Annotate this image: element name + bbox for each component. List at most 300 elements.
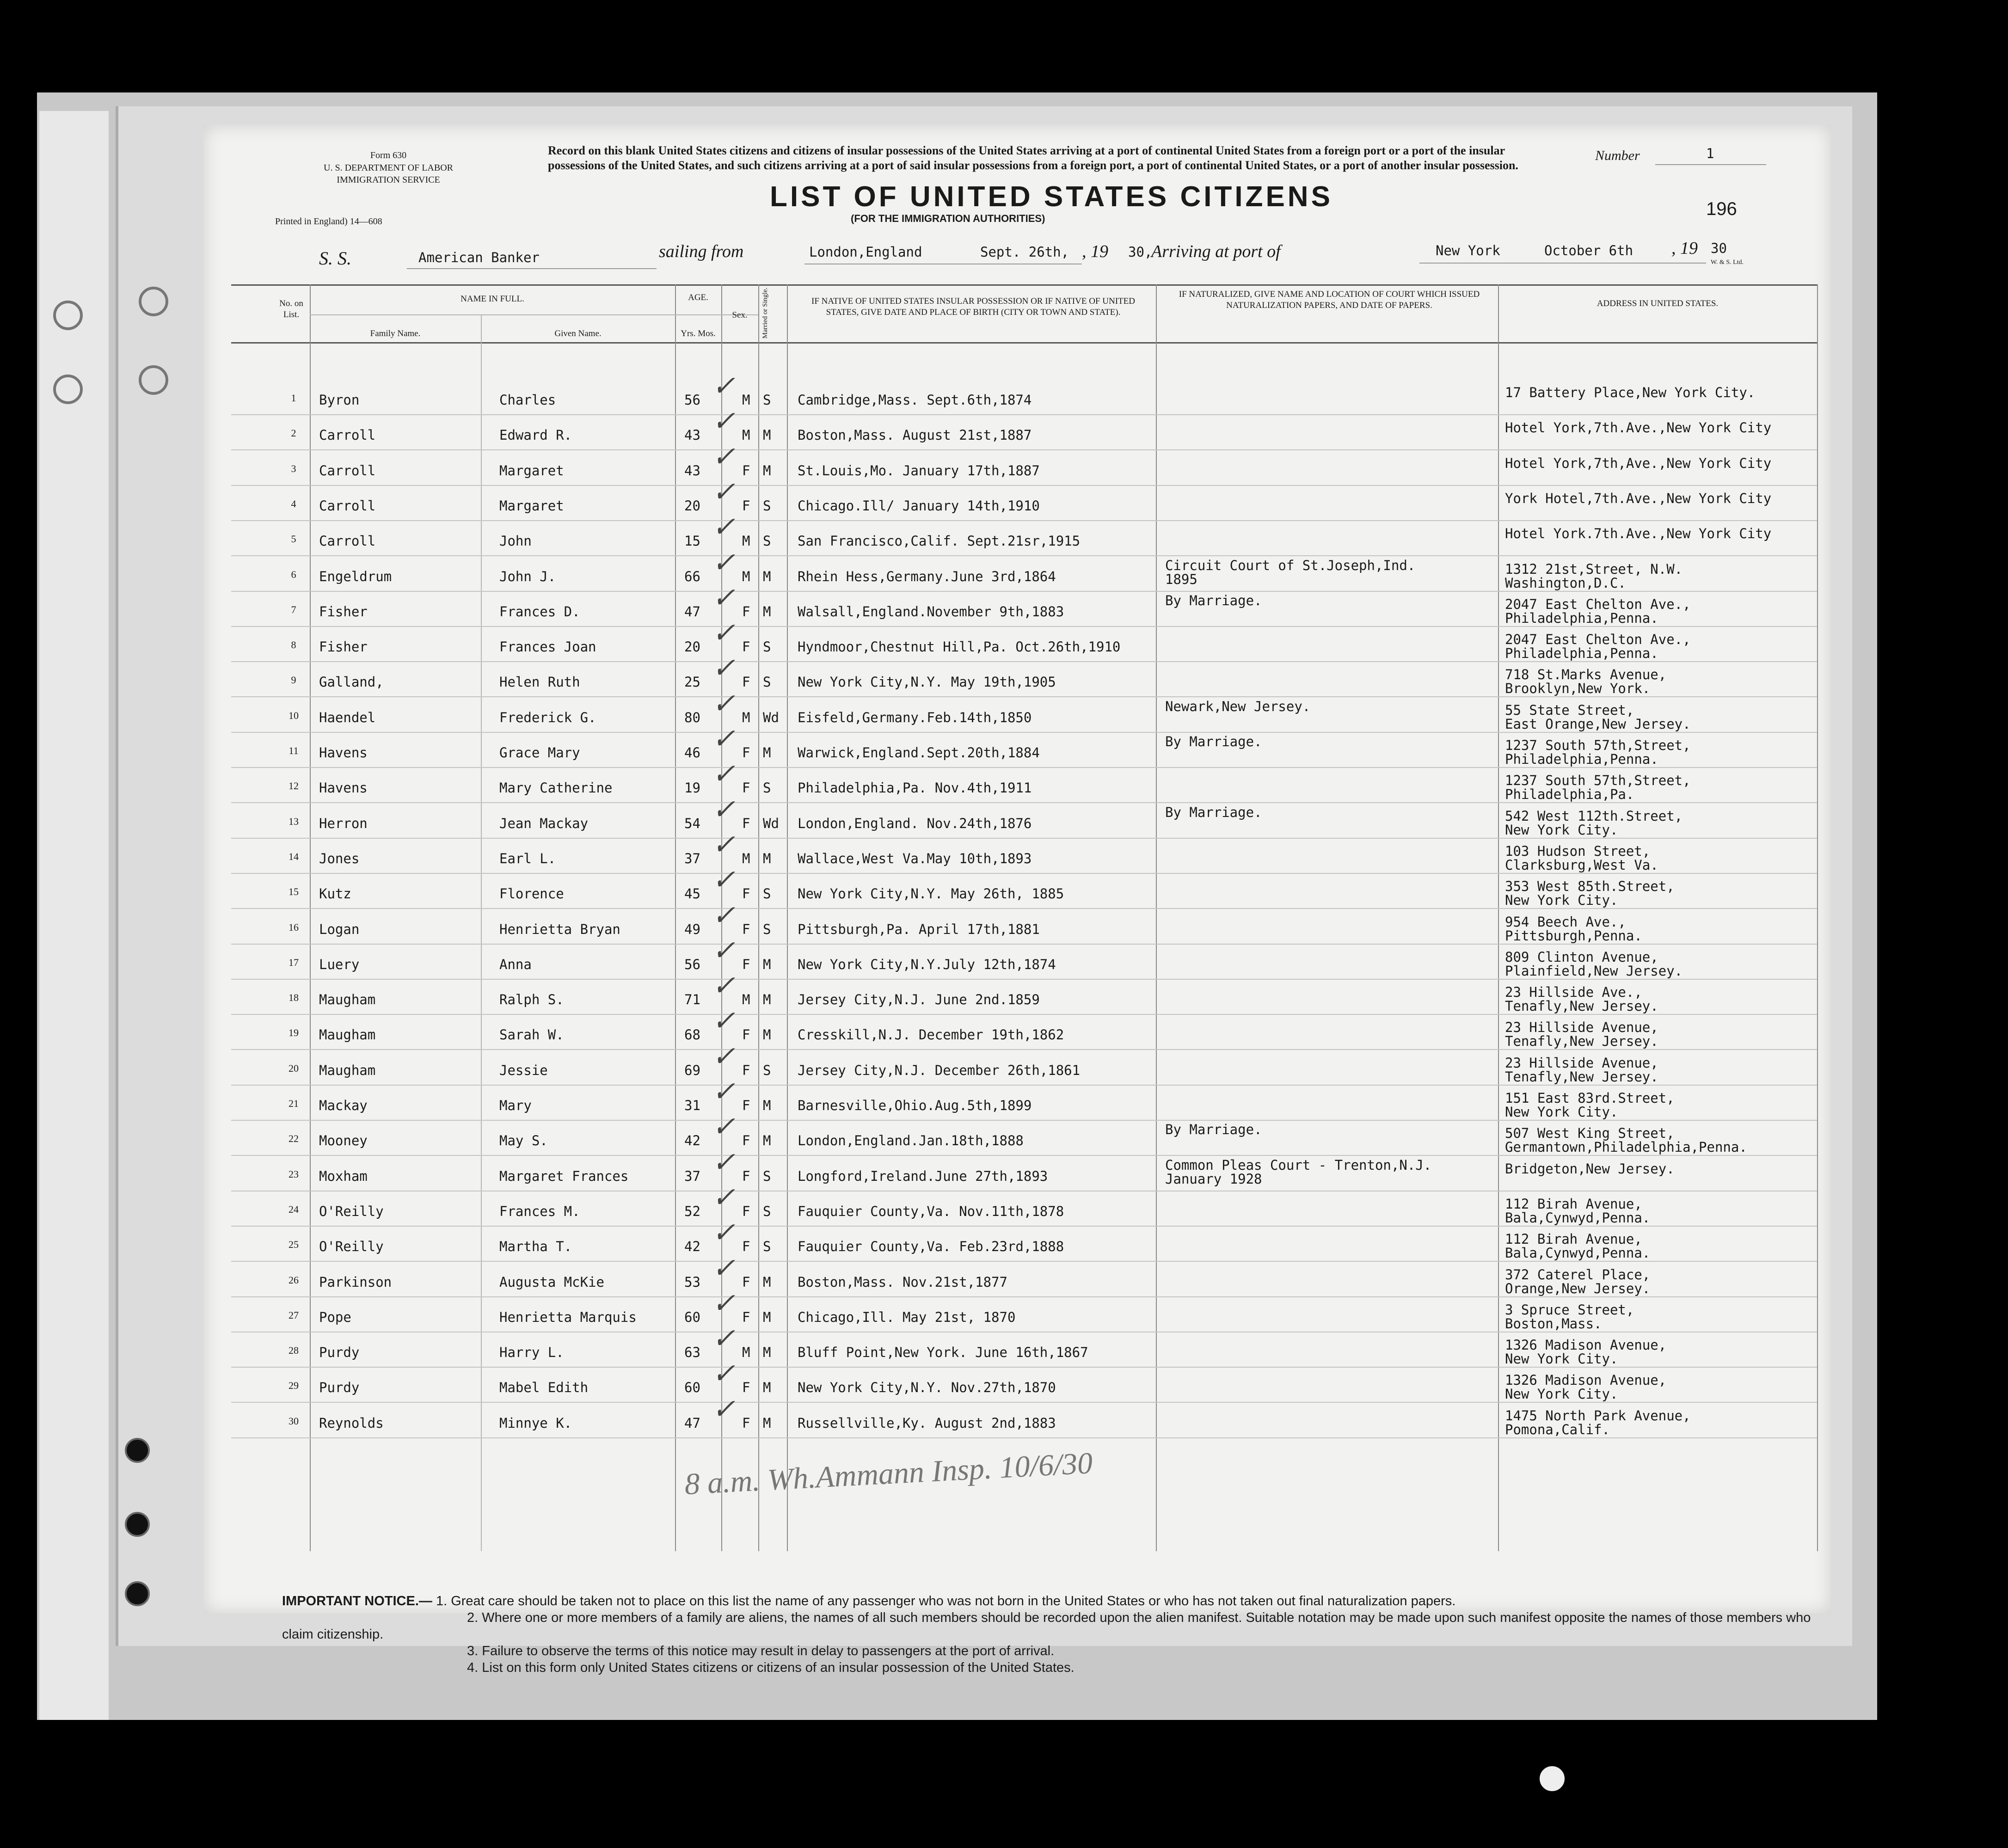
marital-status: S: [763, 921, 771, 937]
arrival-port: New York: [1436, 243, 1500, 258]
notice-label: IMPORTANT NOTICE.—: [282, 1594, 432, 1609]
table-row: [203, 1252, 1831, 1301]
table-row: [203, 1147, 1831, 1195]
document-subtitle: (FOR THE IMMIGRATION AUTHORITIES): [851, 213, 1045, 224]
row-rule: [231, 485, 1817, 486]
address: 103 Hudson Street, Clarksburg,West Va.: [1505, 843, 1658, 873]
marital-status: S: [763, 1239, 771, 1255]
marital-status: M: [763, 427, 771, 443]
family-name: Carroll: [319, 462, 376, 479]
family-name: O'Reilly: [319, 1239, 384, 1255]
naturalization: Common Pleas Court - Trenton,N.J. January 1928: [1165, 1157, 1432, 1187]
marital-status: S: [763, 533, 771, 549]
birth-place-date: New York City,N.Y. Nov.27th,1870: [798, 1380, 1056, 1396]
year-label: , 19: [1671, 239, 1698, 258]
check-mark-icon: ✓: [712, 724, 736, 754]
row-rule: [231, 661, 1817, 662]
binder-ring: [139, 287, 168, 316]
check-mark-icon: ✓: [712, 618, 736, 649]
given-name: Martha T.: [499, 1239, 572, 1255]
col-header-naturalized: IF NATURALIZED, GIVE NAME AND LOCATION OF COURT WHICH ISSUED NATURALIZATION PAPERS, AND DATE OF PAPERS.: [1179, 289, 1480, 310]
birth-place-date: New York City,N.Y.July 12th,1874: [798, 956, 1056, 972]
sex: F: [742, 1168, 750, 1184]
given-name: Sarah W.: [499, 1027, 564, 1043]
row-number: 30: [289, 1415, 299, 1427]
row-number: 5: [291, 533, 296, 545]
row-number: 13: [289, 815, 299, 827]
address: 151 East 83rd.Street, New York City.: [1505, 1090, 1675, 1120]
table-row: [203, 1323, 1831, 1371]
birth-place-date: Hyndmoor,Chestnut Hill,Pa. Oct.26th,1910: [798, 639, 1121, 655]
sex: F: [742, 1274, 750, 1290]
row-number: 11: [289, 745, 299, 756]
marital-status: M: [763, 603, 771, 620]
arrival-year: 30: [1711, 240, 1727, 256]
birth-place-date: Rhein Hess,Germany.June 3rd,1864: [798, 568, 1056, 584]
address: 1326 Madison Avenue, New York City.: [1505, 1372, 1667, 1402]
check-mark-icon: ✓: [712, 1111, 736, 1142]
age: 56: [684, 392, 700, 408]
birth-place-date: Fauquier County,Va. Feb.23rd,1888: [798, 1239, 1064, 1255]
check-mark-icon: ✓: [712, 1006, 736, 1037]
department-name: U. S. DEPARTMENT OF LABOR: [324, 163, 453, 173]
check-mark-icon: ✓: [712, 759, 736, 790]
row-rule: [231, 1402, 1817, 1403]
age: 63: [684, 1345, 700, 1361]
birth-place-date: Chicago.Ill/ January 14th,1910: [798, 497, 1040, 514]
marital-status: M: [763, 1274, 771, 1290]
check-mark-icon: ✓: [712, 970, 736, 1001]
col-header-given: Given Name.: [554, 329, 602, 338]
birth-place-date: Eisfeld,Germany.Feb.14th,1850: [798, 709, 1032, 725]
family-name: Engeldrum: [319, 568, 392, 584]
address: 112 Birah Avenue, Bala,Cynwyd,Penna.: [1505, 1231, 1651, 1261]
row-rule: [231, 1226, 1817, 1227]
row-number: 15: [289, 886, 299, 898]
family-name: Carroll: [319, 497, 376, 514]
birth-place-date: Cambridge,Mass. Sept.6th,1874: [798, 392, 1032, 408]
sex: F: [742, 639, 750, 655]
age: 60: [684, 1309, 700, 1325]
marital-status: M: [763, 1309, 771, 1325]
table-row: [203, 1288, 1831, 1336]
family-name: Fisher: [319, 603, 368, 620]
notice-item-1: 1. Great care should be taken not to place on this list the name of any passenger who was not born in the United States or who has not taken out final naturalization papers.: [436, 1594, 1456, 1609]
sex: F: [742, 603, 750, 620]
number-label: Number: [1595, 148, 1640, 163]
check-mark-icon: ✓: [712, 1394, 736, 1424]
table-row: [203, 688, 1831, 737]
col-header-birth: IF NATIVE OF UNITED STATES INSULAR POSSESSION OR IF NATIVE OF UNITED STATES, GIVE DATE AND PLACE OF BIRTH (CITY OR TOWN AND STATE).: [811, 296, 1135, 317]
marital-status: S: [763, 497, 771, 514]
row-rule: [231, 1014, 1817, 1015]
birth-place-date: New York City,N.Y. May 19th,1905: [798, 674, 1056, 690]
row-rule: [231, 1261, 1817, 1262]
table-row: [203, 582, 1831, 631]
age: 54: [684, 815, 700, 831]
sex: M: [742, 568, 750, 584]
row-rule: [231, 944, 1817, 945]
age: 52: [684, 1203, 700, 1219]
row-number: 23: [289, 1168, 299, 1180]
arrival-date: October 6th: [1544, 243, 1633, 258]
sailing-from-port: London,England: [809, 244, 922, 260]
col-header-yrs-mos: Yrs. Mos.: [681, 329, 716, 338]
age: 20: [684, 497, 700, 514]
row-rule: [231, 1120, 1817, 1121]
marital-status: S: [763, 780, 771, 796]
binder-strip: [39, 111, 109, 1720]
row-rule: [231, 802, 1817, 803]
check-mark-icon: ✓: [712, 865, 736, 896]
marital-status: S: [763, 1062, 771, 1078]
naturalization: Newark,New Jersey.: [1165, 698, 1311, 714]
row-rule: [231, 696, 1817, 697]
marital-status: S: [763, 1168, 771, 1184]
check-mark-icon: ✓: [712, 688, 736, 719]
sex: F: [742, 815, 750, 831]
sex: F: [742, 1203, 750, 1219]
sailing-date: Sept. 26th,: [980, 244, 1069, 260]
check-mark-icon: ✓: [712, 1147, 736, 1178]
given-name: Frederick G.: [499, 709, 596, 725]
birth-place-date: London,England. Nov.24th,1876: [798, 815, 1032, 831]
sex: M: [742, 992, 750, 1008]
family-name: Logan: [319, 921, 360, 937]
age: 25: [684, 674, 700, 690]
notice-item-3: 3. Failure to observe the terms of this notice may result in delay to passengers at the port of arrival.: [467, 1644, 1055, 1658]
age: 43: [684, 427, 700, 443]
check-mark-icon: ✓: [712, 1288, 736, 1319]
birth-place-date: Boston,Mass. August 21st,1887: [798, 427, 1032, 443]
given-name: Ralph S.: [499, 992, 564, 1008]
given-name: Margaret Frances: [499, 1168, 629, 1184]
address: 3 Spruce Street, Boston,Mass.: [1505, 1302, 1634, 1332]
marital-status: M: [763, 1027, 771, 1043]
row-number: 20: [289, 1062, 299, 1074]
family-name: Havens: [319, 745, 368, 761]
row-rule: [231, 555, 1817, 556]
sex: F: [742, 497, 750, 514]
check-mark-icon: ✓: [712, 1182, 736, 1213]
sex: F: [742, 1133, 750, 1149]
check-mark-icon: ✓: [712, 653, 736, 684]
binder-hole: [125, 1438, 150, 1463]
family-name: Pope: [319, 1309, 351, 1325]
sex: F: [742, 1027, 750, 1043]
table-row: [203, 512, 1831, 560]
given-name: Anna: [499, 956, 532, 972]
age: 42: [684, 1133, 700, 1149]
sex: F: [742, 886, 750, 902]
sex: F: [742, 1415, 750, 1431]
address: 353 West 85th.Street, New York City.: [1505, 878, 1675, 909]
binder-hole: [1540, 1766, 1565, 1791]
given-name: Frances M.: [499, 1203, 580, 1219]
row-number: 2: [291, 427, 296, 439]
marital-status: M: [763, 992, 771, 1008]
address: 112 Birah Avenue, Bala,Cynwyd,Penna.: [1505, 1196, 1651, 1226]
address: 507 West King Street, Germantown,Philadelphia,Penna.: [1505, 1125, 1747, 1155]
document-title: LIST OF UNITED STATES CITIZENS: [770, 181, 1333, 213]
sex: M: [742, 427, 750, 443]
ship-name: American Banker: [418, 250, 540, 265]
age: 60: [684, 1380, 700, 1396]
table-header-rule: [231, 342, 1817, 344]
family-name: Moxham: [319, 1168, 368, 1184]
marital-status: S: [763, 886, 771, 902]
service-name: IMMIGRATION SERVICE: [337, 175, 440, 185]
birth-place-date: Chicago,Ill. May 21st, 1870: [798, 1309, 1016, 1325]
check-mark-icon: ✓: [712, 1323, 736, 1354]
birth-place-date: Jersey City,N.J. June 2nd.1859: [798, 992, 1040, 1008]
row-rule: [231, 767, 1817, 768]
row-number: 6: [291, 568, 296, 580]
col-header-sex: Sex.: [732, 310, 748, 320]
marital-status: M: [763, 956, 771, 972]
table-top-rule: [231, 284, 1817, 286]
sex: M: [742, 392, 750, 408]
row-number: 28: [289, 1345, 299, 1357]
table-row: [203, 406, 1831, 454]
naturalization: By Marriage.: [1165, 1122, 1262, 1138]
age: 47: [684, 603, 700, 620]
marital-status: M: [763, 568, 771, 584]
age: 37: [684, 850, 700, 866]
sailing-year: 30,: [1128, 244, 1153, 260]
family-name: Mooney: [319, 1133, 368, 1149]
binder-hole: [125, 1581, 150, 1606]
row-number: 24: [289, 1203, 299, 1215]
birth-place-date: Bluff Point,New York. June 16th,1867: [798, 1345, 1088, 1361]
address: 1312 21st,Street, N.W. Washington,D.C.: [1505, 561, 1683, 591]
row-rule: [231, 520, 1817, 521]
naturalization: By Marriage.: [1165, 734, 1262, 749]
sex: M: [742, 1345, 750, 1361]
row-rule: [231, 1437, 1817, 1438]
check-mark-icon: ✓: [712, 1358, 736, 1389]
age: 31: [684, 1098, 700, 1113]
number-underline: [1655, 164, 1766, 165]
table-row: [203, 970, 1831, 1019]
row-rule: [231, 1367, 1817, 1368]
row-number: 25: [289, 1239, 299, 1251]
row-number: 17: [289, 956, 299, 968]
marital-status: M: [763, 462, 771, 479]
check-mark-icon: ✓: [712, 1041, 736, 1072]
birth-place-date: San Francisco,Calif. Sept.21sr,1915: [798, 533, 1081, 549]
marital-status: Wd: [763, 815, 779, 831]
birth-place-date: New York City,N.Y. May 26th, 1885: [798, 886, 1064, 902]
age: 56: [684, 956, 700, 972]
col-header-family: Family Name.: [370, 329, 421, 338]
marital-status: M: [763, 1133, 771, 1149]
family-name: Reynolds: [319, 1415, 384, 1431]
marital-status: M: [763, 1415, 771, 1431]
marital-status: S: [763, 392, 771, 408]
marital-status: S: [763, 639, 771, 655]
row-rule: [231, 732, 1817, 733]
check-mark-icon: ✓: [712, 512, 736, 543]
given-name: Florence: [499, 886, 564, 902]
printer-mark: W. & S. Ltd.: [1711, 259, 1744, 266]
row-number: 7: [291, 603, 296, 615]
address: 17 Battery Place,New York City.: [1505, 385, 1756, 400]
check-mark-icon: ✓: [712, 476, 736, 507]
col-header-no: No. on List.: [279, 299, 303, 319]
underline: [1419, 263, 1706, 264]
col-header-name: NAME IN FULL.: [461, 294, 524, 304]
birth-place-date: St.Louis,Mo. January 17th,1887: [798, 462, 1040, 479]
header-subrule: [310, 314, 758, 315]
marital-status: M: [763, 850, 771, 866]
naturalization: By Marriage.: [1165, 804, 1262, 820]
given-name: Minnye K.: [499, 1415, 572, 1431]
table-row: [203, 1111, 1831, 1160]
address: 809 Clinton Avenue, Plainfield,New Jersey.: [1505, 949, 1683, 979]
row-rule: [231, 1049, 1817, 1050]
binder-hole: [125, 1512, 150, 1537]
family-name: Herron: [319, 815, 368, 831]
address: 542 West 112th.Street, New York City.: [1505, 808, 1683, 838]
family-name: Maugham: [319, 992, 376, 1008]
family-name: O'Reilly: [319, 1203, 384, 1219]
family-name: Mackay: [319, 1098, 368, 1113]
family-name: Galland,: [319, 674, 384, 690]
check-mark-icon: ✓: [712, 829, 736, 860]
family-name: Purdy: [319, 1345, 360, 1361]
row-number: 27: [289, 1309, 299, 1321]
table-row: [203, 1041, 1831, 1089]
address: Hotel York,7th,Ave.,New York City: [1505, 455, 1772, 471]
given-name: Earl L.: [499, 850, 556, 866]
address: 1237 South 57th,Street, Philadelphia,Pa.: [1505, 773, 1691, 803]
binder-ring: [53, 301, 83, 330]
table-row: [203, 1394, 1831, 1442]
address: 23 Hillside Avenue, Tenafly,New Jersey.: [1505, 1055, 1658, 1085]
sailing-from-label: sailing from: [659, 242, 744, 261]
row-number: 12: [289, 780, 299, 792]
row-number: 18: [289, 992, 299, 1004]
check-mark-icon: ✓: [712, 1217, 736, 1248]
row-rule: [231, 1296, 1817, 1297]
marital-status: S: [763, 1203, 771, 1219]
birth-place-date: Fauquier County,Va. Nov.11th,1878: [798, 1203, 1064, 1219]
birth-place-date: Walsall,England.November 9th,1883: [798, 603, 1064, 620]
col-header-married: Married or Single.: [761, 287, 769, 339]
birth-place-date: Philadelphia,Pa. Nov.4th,1911: [798, 780, 1032, 796]
family-name: Fisher: [319, 639, 368, 655]
family-name: Byron: [319, 392, 360, 408]
sex: F: [742, 1098, 750, 1113]
table-row: [203, 1006, 1831, 1054]
row-number: 8: [291, 639, 296, 651]
arriving-label: Arriving at port of: [1151, 242, 1281, 261]
sex: F: [742, 1239, 750, 1255]
address: York Hotel,7th.Ave.,New York City: [1505, 490, 1772, 506]
age: 43: [684, 462, 700, 479]
age: 15: [684, 533, 700, 549]
sex: F: [742, 745, 750, 761]
row-number: 3: [291, 462, 296, 474]
marital-status: Wd: [763, 709, 779, 725]
row-rule: [231, 908, 1817, 909]
age: 69: [684, 1062, 700, 1078]
row-number: 22: [289, 1133, 299, 1145]
given-name: Henrietta Bryan: [499, 921, 620, 937]
row-rule: [231, 626, 1817, 627]
address: 1326 Madison Avenue, New York City.: [1505, 1337, 1667, 1367]
check-mark-icon: ✓: [712, 547, 736, 578]
important-notice: [282, 1593, 1822, 1676]
family-name: Maugham: [319, 1027, 376, 1043]
ss-label: S. S.: [319, 248, 351, 269]
row-rule: [231, 591, 1817, 592]
row-rule: [231, 414, 1817, 415]
family-name: Luery: [319, 956, 360, 972]
birth-place-date: Russellville,Ky. August 2nd,1883: [798, 1415, 1056, 1431]
given-name: Charles: [499, 392, 556, 408]
row-rule: [231, 449, 1817, 450]
age: 19: [684, 780, 700, 796]
birth-place-date: Jersey City,N.J. December 26th,1861: [798, 1062, 1081, 1078]
binder-ring: [53, 375, 83, 404]
given-name: Helen Ruth: [499, 674, 580, 690]
age: 47: [684, 1415, 700, 1431]
row-rule: [231, 1155, 1817, 1156]
check-mark-icon: ✓: [712, 582, 736, 613]
table-row: [203, 865, 1831, 913]
given-name: May S.: [499, 1133, 548, 1149]
row-rule: [231, 979, 1817, 980]
address: 1475 North Park Avenue, Pomona,Calif.: [1505, 1407, 1691, 1437]
binder-ring: [139, 365, 168, 395]
given-name: Margaret: [499, 497, 564, 514]
age: 53: [684, 1274, 700, 1290]
marital-status: M: [763, 745, 771, 761]
page-number: 196: [1706, 199, 1737, 219]
marital-status: S: [763, 674, 771, 690]
table-row: [203, 759, 1831, 807]
sex: F: [742, 674, 750, 690]
row-rule: [231, 1085, 1817, 1086]
birth-place-date: Pittsburgh,Pa. April 17th,1881: [798, 921, 1040, 937]
birth-place-date: Wallace,West Va.May 10th,1893: [798, 850, 1032, 866]
given-name: Augusta McKie: [499, 1274, 604, 1290]
col-header-address: ADDRESS IN UNITED STATES.: [1597, 299, 1719, 308]
birth-place-date: Barnesville,Ohio.Aug.5th,1899: [798, 1098, 1032, 1113]
notice-item-2: 2. Where one or more members of a family are aliens, the names of all such members should be recorded upon the alien manifest. Suitable notation may be made upon such manifest opposite the names of those members who claim citizenship.: [282, 1610, 1811, 1642]
table-row: [203, 1076, 1831, 1124]
row-number: 1: [291, 392, 296, 404]
age: 68: [684, 1027, 700, 1043]
row-number: 21: [289, 1098, 299, 1109]
table-row: [203, 653, 1831, 701]
given-name: Mary: [499, 1098, 532, 1113]
table-row: [203, 1358, 1831, 1406]
row-number: 9: [291, 674, 296, 686]
col-header-age: AGE.: [688, 293, 708, 302]
sex: F: [742, 956, 750, 972]
family-name: Purdy: [319, 1380, 360, 1396]
sex: M: [742, 533, 750, 549]
age: 37: [684, 1168, 700, 1184]
given-name: John J.: [499, 568, 556, 584]
year-label: , 19: [1082, 242, 1108, 261]
naturalization: By Marriage.: [1165, 592, 1262, 608]
check-mark-icon: ✓: [712, 900, 736, 931]
sex: F: [742, 921, 750, 937]
